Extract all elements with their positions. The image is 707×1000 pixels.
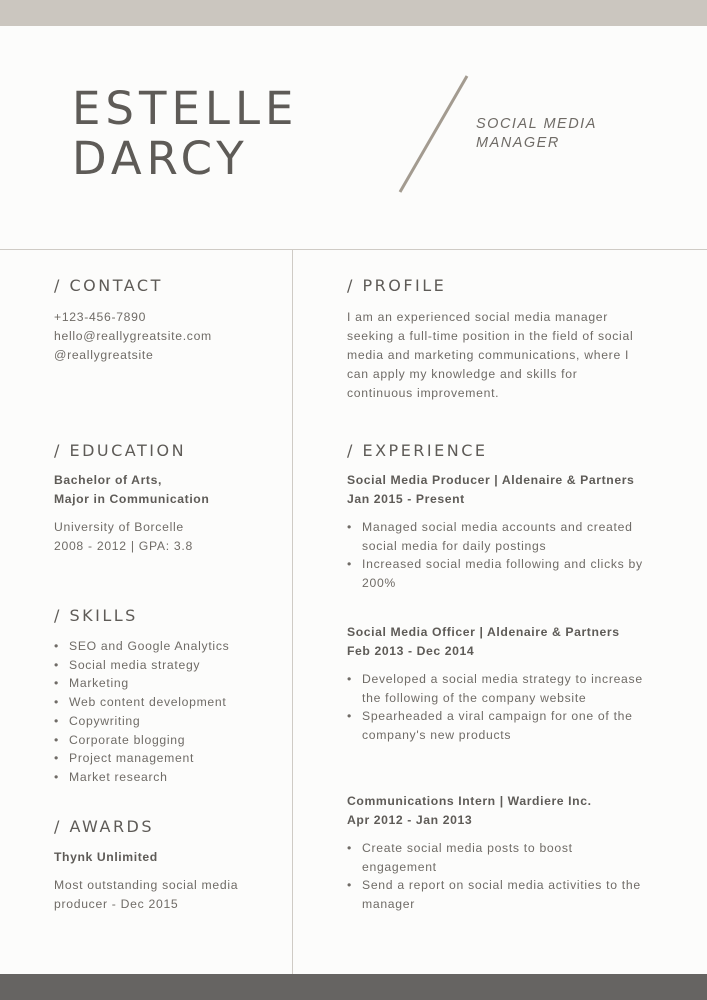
phone-number: +123-456-7890 — [54, 310, 147, 324]
profile-line: continuous improvement. — [347, 386, 500, 400]
experience-heading: / EXPERIENCE — [347, 441, 488, 460]
diagonal-slash-divider — [397, 74, 469, 194]
first-name: ESTELLE — [72, 82, 299, 135]
horizontal-divider — [0, 249, 707, 250]
job-role: Social Media Producer | Aldenaire & Partners — [347, 473, 635, 487]
skills-heading: / SKILLS — [54, 606, 138, 625]
profile-line: can apply my knowledge and skills for — [347, 367, 578, 381]
last-name: DARCY — [72, 132, 249, 185]
job-header — [347, 471, 634, 508]
skill-item: • Marketing — [54, 674, 284, 693]
job-bullets — [347, 839, 647, 914]
skill-item: • Web content development — [54, 693, 284, 712]
skill-item: • Market research — [54, 768, 284, 787]
job-role: Social Media Officer | Aldenaire & Partners — [347, 625, 620, 639]
profile-line: seeking a full-time position in the field of social — [347, 329, 634, 343]
job-title: SOCIAL MEDIA MANAGER — [476, 116, 597, 151]
education-years: 2008 - 2012 | GPA: 3.8 — [54, 539, 193, 553]
job-bullet: • Create social media posts to boost engagement — [347, 839, 647, 876]
job-bullet: • Managed social media accounts and created social media for daily postings — [347, 518, 665, 555]
job-bullets — [347, 518, 665, 593]
contact-details — [54, 308, 212, 365]
job-bullet: • Send a report on social media activities to the manager — [347, 876, 647, 913]
profile-summary — [347, 308, 633, 403]
education-heading: / EDUCATION — [54, 441, 187, 460]
job-dates: Apr 2012 - Jan 2013 — [347, 812, 473, 827]
contact-heading: / CONTACT — [54, 276, 163, 295]
skill-item: • SEO and Google Analytics — [54, 637, 284, 656]
job-dates: Feb 2013 - Dec 2014 — [347, 643, 475, 658]
award-desc-line-2: producer - Dec 2015 — [54, 897, 179, 911]
job-bullet: • Spearheaded a viral campaign for one of the company's new products — [347, 707, 665, 744]
job-bullet: • Developed a social media strategy to increase the following of the company website — [347, 670, 665, 707]
degree — [54, 471, 209, 508]
award-desc-line-1: Most outstanding social media — [54, 878, 239, 892]
job-header — [347, 792, 592, 829]
job-role: Communications Intern | Wardiere Inc. — [347, 794, 592, 808]
profile-line: media and marketing communications, where I — [347, 348, 630, 362]
bottom-decorative-bar — [0, 974, 707, 1000]
skill-item: • Corporate blogging — [54, 731, 284, 750]
job-header — [347, 623, 620, 660]
profile-line: I am an experienced social media manager — [347, 310, 609, 324]
award-name: Thynk Unlimited — [54, 850, 158, 864]
award-description — [54, 876, 238, 914]
top-decorative-bar — [0, 0, 707, 26]
school-name: University of Borcelle — [54, 520, 184, 534]
degree-line-2: Major in Communication — [54, 491, 210, 506]
education-details — [54, 518, 193, 556]
degree-line-1: Bachelor of Arts, — [54, 473, 162, 487]
skill-item: • Copywriting — [54, 712, 284, 731]
job-bullet: • Increased social media following and clicks by 200% — [347, 555, 665, 592]
skills-list — [54, 637, 284, 787]
vertical-divider — [292, 250, 293, 974]
email-address: hello@reallygreatsite.com — [54, 329, 212, 343]
job-dates: Jan 2015 - Present — [347, 491, 465, 506]
job-bullets — [347, 670, 665, 745]
skill-item: • Social media strategy — [54, 656, 284, 675]
skill-item: • Project management — [54, 749, 284, 768]
profile-heading: / PROFILE — [347, 276, 447, 295]
candidate-name — [72, 84, 299, 184]
awards-heading: / AWARDS — [54, 817, 155, 836]
website-handle: @reallygreatsite — [54, 348, 154, 362]
